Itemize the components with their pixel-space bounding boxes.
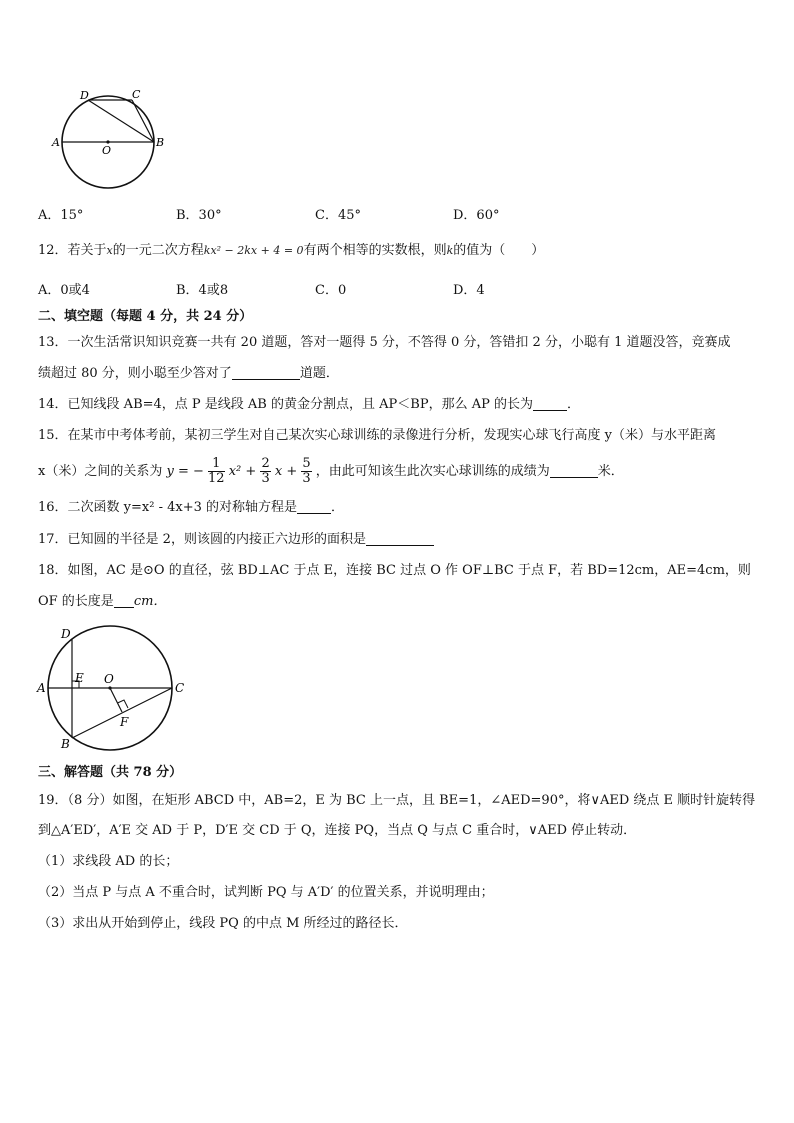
- label-A: A: [37, 681, 46, 695]
- section3-title: 三、解答题（共 78 分）: [38, 765, 183, 780]
- q16-question: 16．二次函数 y=x² - 4x+3 的对称轴方程是 ．: [38, 500, 345, 515]
- label-C: C: [132, 88, 141, 101]
- q19-line2: 到△A′ED′，A′E 交 AD 于 P，D′E 交 CD 于 Q，连接 PQ，当点 Q 与点 C 重合时，∨AED 停止转动．: [38, 823, 637, 838]
- q15-frac-3: $\frac{5}{3}$: [302, 456, 311, 486]
- q17-answer-blank: [366, 531, 434, 546]
- q17-question: 17．已知圆的半径是 2，则该圆的内接正六边形的面积是: [38, 531, 434, 549]
- q14-question: 14．已知线段 AB=4，点 P 是线段 AB 的黄金分割点，且 AP＜BP，那么 AP 的长为 ．: [38, 397, 580, 412]
- q15-answer-blank: [550, 463, 598, 478]
- q16-answer-blank: [297, 499, 331, 514]
- label-A: A: [52, 136, 60, 149]
- q18-circle-figure: [34, 622, 194, 754]
- q13-line1: 13．一次生活常识知识竞赛一共有 20 道题，答对一题得 5 分，不答得 0 分，答错扣 2 分，小聪有 1 道题没答，竞赛成: [38, 335, 731, 350]
- q19-part2: （2）当点 P 与点 A 不重合时，试判断 PQ 与 A′D′ 的位置关系，并说明理由；: [38, 885, 494, 900]
- q11-option-d: D．60°: [453, 208, 500, 223]
- q13-line2: 绩超过 80 分，则小聪至少答对了 道题．: [38, 366, 339, 381]
- q11-option-a: A．15°: [38, 208, 84, 223]
- label-D: D: [80, 89, 89, 102]
- label-F: F: [120, 715, 129, 729]
- q11-circle-figure: [50, 82, 170, 192]
- q18-answer-blank: [114, 593, 134, 608]
- q12-equation: kx² − 2kx + 4 = 0: [203, 244, 304, 257]
- label-B: B: [61, 737, 70, 751]
- q11-option-c: C．45°: [315, 208, 361, 223]
- q15-line2: x（米）之间的关系为 y = − $\frac{1}{12}$ x² + $\frac{2}{3}$ x + $\frac{5}{3}$ ，由此可知该生此次实心球训练的成绩为 米．: [38, 456, 624, 486]
- label-O: O: [104, 672, 114, 686]
- q19-line1: 19．（8 分）如图，在矩形 ABCD 中，AB=2，E 为 BC 上一点，且 BE=1，∠AED=90°，将∨AED 绕点 E 顺时针旋转得: [38, 793, 756, 808]
- q12-end: 的值为（ ）: [453, 243, 545, 258]
- q12-var-x: x: [106, 244, 113, 257]
- label-B: B: [156, 136, 165, 149]
- q15-frac-1: $\frac{1}{12}$: [208, 456, 225, 486]
- label-O: O: [102, 144, 112, 157]
- label-D: D: [61, 627, 71, 641]
- q13-answer-blank: [232, 365, 300, 380]
- q12-option-d: D．4: [453, 283, 485, 298]
- q15-eq-y: y = −: [166, 464, 204, 479]
- q12-mid: 的一元二次方程: [112, 243, 204, 258]
- q15-line1: 15．在某市中考体考前，某初三学生对自己某次实心球训练的录像进行分析，发现实心球飞行高度 y（米）与水平距离: [38, 428, 717, 443]
- q12-option-a: A．0或4: [38, 283, 90, 298]
- q12-var-k: k: [446, 244, 454, 257]
- q12-option-c: C．0: [315, 283, 347, 298]
- q11-option-b: B．30°: [176, 208, 222, 223]
- q12-prefix: 12．若关于: [38, 243, 107, 258]
- q14-answer-blank: [533, 396, 567, 411]
- q18-line1: 18．如图，AC 是⊙O 的直径，弦 BD⊥AC 于点 E，连接 BC 过点 O 作 OF⊥BC 于点 F，若 BD=12cm，AE=4cm，则: [38, 563, 751, 578]
- q19-part1: （1）求线段 AD 的长；: [38, 854, 179, 869]
- q15-frac-2: $\frac{2}{3}$: [261, 456, 270, 486]
- section2-title: 二、填空题（每题 4 分，共 24 分）: [38, 309, 253, 324]
- q12-option-b: B．4或8: [176, 283, 229, 298]
- q18-line2: OF 的长度是 cm．: [38, 594, 167, 609]
- q19-part3: （3）求出从开始到停止，线段 PQ 的中点 M 所经过的路径长．: [38, 916, 408, 931]
- label-C: C: [175, 681, 185, 695]
- label-E: E: [75, 671, 84, 685]
- q12-suffix: 有两个相等的实数根，则: [303, 243, 447, 258]
- q12-question: [38, 242, 544, 260]
